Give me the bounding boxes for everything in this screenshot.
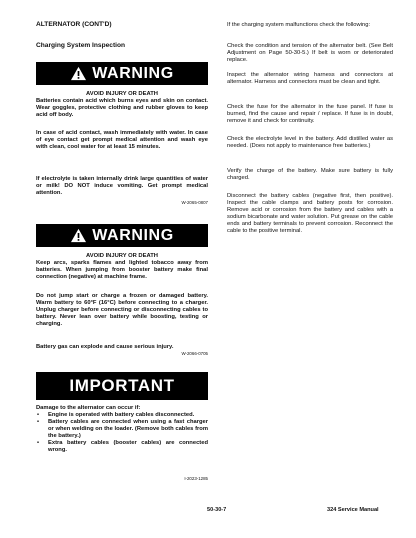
instruction-paragraph: Disconnect the battery cables (negative first, then positive). Inspect the cable clamps and battery posts for corrosion. Remove acid or corrosion from the battery and cables with a sodium bicarbonate and water solution. Put grease on the cable ends and battery terminals to prevent corrosion. Reconnect the cable to the positive terminal. [227,193,393,235]
warning-subtitle: AVOID INJURY OR DEATH [86,91,158,97]
instruction-paragraph: Inspect the alternator wiring harness and connectors at alternator. Harness and connectors must be clean and tight. [227,72,393,86]
warning-banner [36,224,208,247]
important-list [36,412,208,455]
instruction-paragraph: Check the electrolyte level in the battery. Add distilled water as needed. (Does not apply to maintenance free batteries.) [227,136,393,150]
manual-title: 324 Service Manual [327,507,379,513]
warning-paragraph: In case of acid contact, wash immediately with water. In case of eye contact get prompt medical attention and wash eye with clean, cool water for at least 15 minutes. [36,130,208,151]
important-banner [36,372,208,400]
warning-paragraph: Battery gas can explode and cause serious injury. [36,344,174,350]
warning-paragraph: Keep arcs, sparks flames and lighted tobacco away from batteries. When jumping from booster battery make final connection (negative) at machine frame. [36,260,208,281]
instruction-paragraph: If the charging system malfunctions check the following: [227,22,371,28]
warning-triangle-icon [70,66,87,81]
important-intro: Damage to the alternator can occur if: [36,405,141,411]
warning-paragraph: Do not jump start or charge a frozen or damaged battery. Warm battery to 60°F (16°C) before connecting to a charger. Unplug charger before connecting or disconnecting cables to battery. Never lean over battery while boosting, testing or charging. [36,293,208,328]
warning-paragraph: If electrolyte is taken internally drink large quantities of water or milk! DO NOT induce vomiting. Get prompt medical attention. [36,176,208,197]
instruction-paragraph: Check the fuse for the alternator in the fuse panel. If fuse is burned, find the cause and repair / replace. If fuse is in doubt, remove it and check for continuity. [227,104,393,125]
instruction-paragraph: Check the condition and tension of the alternator belt. (See Belt Adjustment on Page 50-30-5.) If belt is worn or deteriorated replace. [227,43,393,64]
list-item: • Extra battery cables (booster cables) are connected wrong. [37,440,208,454]
warning-paragraph: Batteries contain acid which burns eyes and skin on contact. Wear goggles, protective clothing and rubber gloves to keep acid off body. [36,98,208,119]
warning-label: WARNING [92,64,174,82]
warning-banner [36,62,208,85]
warning-label: WARNING [92,226,174,244]
important-code: I-2023-1285 [184,476,208,481]
list-item: • Battery cables are connected when using a fast charger or when welding on the loader. (Remove both cables from the battery.) [37,419,208,440]
warning-subtitle: AVOID INJURY OR DEATH [86,253,158,259]
page-number: 50-30-7 [207,507,227,513]
important-label: IMPORTANT [69,376,175,395]
instruction-paragraph: Verify the charge of the battery. Make sure battery is fully charged. [227,168,393,182]
warning-code: W-2066-0705 [181,351,208,356]
list-item: • Engine is operated with battery cables disconnected. [37,412,195,418]
warning-triangle-icon [70,228,87,243]
subsection-title: Charging System Inspection [36,42,126,49]
section-title: ALTERNATOR (CONT'D) [36,21,112,28]
warning-code: W-2065-0807 [181,200,208,205]
